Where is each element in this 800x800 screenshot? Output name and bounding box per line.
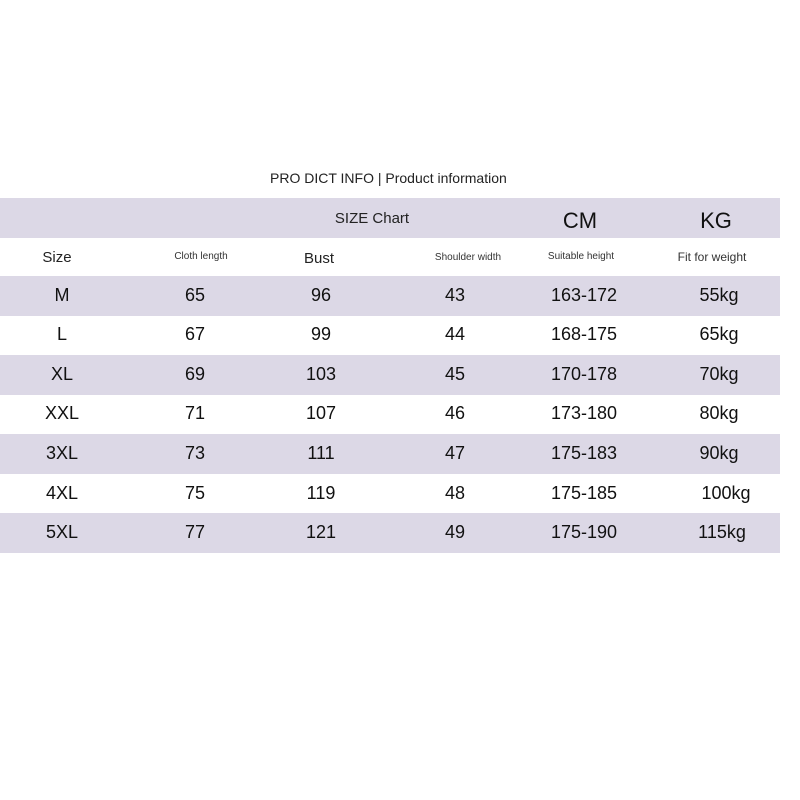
unit-kg-label: KG [700,208,732,233]
cell-shoulder-width: 49 [444,522,466,542]
table-row [0,434,780,474]
cell-bust: 119 [306,483,336,503]
cell-size: 4XL [45,483,79,503]
cell-shoulder-width: 43 [444,285,466,305]
cell-suitable-height: 168-175 [550,324,618,344]
cell-suitable-height: 175-190 [550,522,618,542]
cell-size: L [56,324,68,344]
cell-fit-weight: 100kg [701,483,751,503]
table-row [0,355,780,395]
cell-bust: 96 [310,285,332,305]
table-row [0,276,780,316]
cell-size: XL [50,364,74,384]
unit-cm-label: CM [562,208,598,233]
cell-fit-weight: 80kg [699,403,739,423]
cell-shoulder-width: 48 [444,483,466,503]
cell-cloth-length: 67 [184,324,206,344]
cell-shoulder-width: 46 [444,403,466,423]
column-header-size: Size [42,249,72,266]
column-header-cloth-length: Cloth length [174,251,228,262]
cell-bust: 111 [307,443,335,463]
table-row [0,513,780,553]
cell-size: 3XL [45,443,79,463]
cell-suitable-height: 175-183 [550,443,618,463]
cell-size: XXL [44,403,80,423]
table-row [0,315,780,355]
column-header-shoulder-width: Shoulder width [434,252,502,263]
cell-size: 5XL [45,522,79,542]
column-header-fit-for-weight: Fit for weight [677,250,747,264]
cell-shoulder-width: 44 [444,324,466,344]
cell-fit-weight: 115kg [698,522,746,542]
cell-fit-weight: 55kg [699,285,739,305]
cell-size: M [54,285,70,305]
page-title: PRO DICT INFO | Product information [270,170,507,186]
cell-suitable-height: 173-180 [550,403,618,423]
cell-bust: 103 [305,364,337,384]
cell-cloth-length: 71 [184,403,206,423]
cell-cloth-length: 75 [184,483,206,503]
cell-shoulder-width: 45 [444,364,466,384]
cell-cloth-length: 65 [184,285,206,305]
cell-fit-weight: 90kg [699,443,739,463]
cell-suitable-height: 163-172 [550,285,618,305]
column-header-suitable-height: Suitable height [547,251,615,262]
cell-cloth-length: 69 [184,364,206,384]
cell-suitable-height: 175-185 [550,483,618,503]
table-row [0,474,780,514]
cell-cloth-length: 77 [184,522,206,542]
cell-bust: 99 [310,324,332,344]
cell-bust: 107 [305,403,337,423]
size-chart-label: SIZE Chart [334,210,410,227]
cell-suitable-height: 170-178 [550,364,618,384]
column-header-bust: Bust [303,250,335,267]
cell-fit-weight: 70kg [699,364,739,384]
cell-shoulder-width: 47 [444,443,466,463]
table-row [0,394,780,434]
cell-fit-weight: 65kg [699,324,739,344]
cell-bust: 121 [305,522,337,542]
cell-cloth-length: 73 [184,443,206,463]
